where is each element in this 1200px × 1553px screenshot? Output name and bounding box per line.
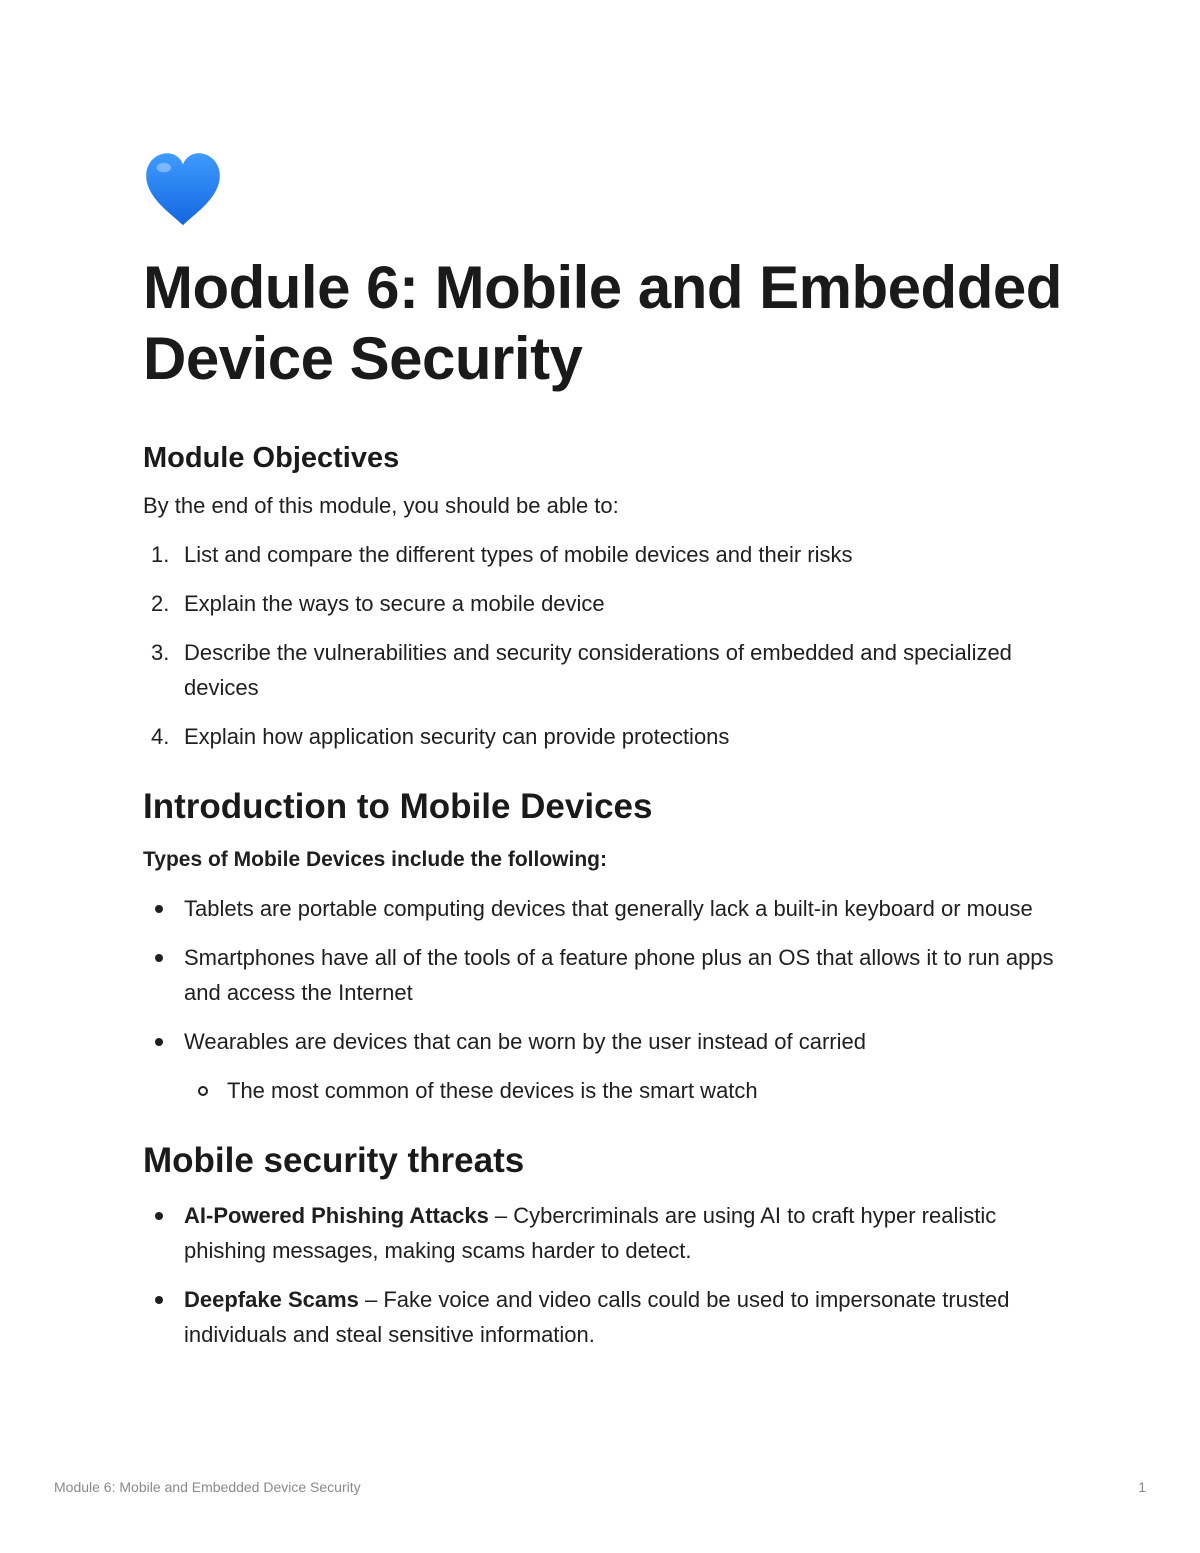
list-item-text: Smartphones have all of the tools of a feature phone plus an OS that allows it to run apps and access the Internet — [184, 945, 1054, 1005]
list-number: 1. — [151, 542, 170, 567]
blue-heart-icon — [143, 150, 223, 230]
bullet-icon — [155, 1038, 163, 1046]
bullet-icon — [155, 905, 163, 913]
threat-description: – Cybercriminals are using AI to craft hyper realistic phishing messages, making scams harder to detect. — [184, 1203, 997, 1263]
page-number: 1 — [1138, 1479, 1146, 1495]
list-item-text: Wearables are devices that can be worn by the user instead of carried — [184, 1029, 866, 1054]
list-item — [143, 1198, 1063, 1268]
list-item — [143, 1024, 1063, 1059]
list-item-text: Describe the vulnerabilities and security considerations of embedded and specialized devices — [184, 640, 1012, 700]
threat-term: AI-Powered Phishing Attacks — [184, 1203, 489, 1228]
list-item-text: Explain the ways to secure a mobile device — [184, 591, 605, 616]
hollow-bullet-icon — [198, 1086, 208, 1096]
footer-title: Module 6: Mobile and Embedded Device Security — [54, 1479, 361, 1495]
list-item — [143, 940, 1063, 1010]
page-title: Module 6: Mobile and Embedded Device Security — [143, 254, 1062, 392]
intro-section-heading: Introduction to Mobile Devices — [143, 787, 653, 826]
list-item — [143, 1282, 1063, 1352]
bullet-icon — [155, 1212, 163, 1220]
list-number: 4. — [151, 724, 170, 749]
device-types-list — [143, 891, 1063, 1059]
list-number: 3. — [151, 640, 170, 665]
page-content — [143, 150, 1063, 1352]
threat-term: Deepfake Scams — [184, 1287, 359, 1312]
device-types-subheading: Types of Mobile Devices include the following: — [143, 848, 607, 871]
threats-list — [143, 1198, 1063, 1352]
list-item — [143, 891, 1063, 926]
list-item-text: List and compare the different types of mobile devices and their risks — [184, 542, 853, 567]
wearables-sublist — [143, 1073, 1063, 1108]
objectives-intro: By the end of this module, you should be able to: — [143, 493, 619, 518]
list-item-text: Explain how application security can provide protections — [184, 724, 730, 749]
list-item — [143, 537, 1063, 572]
list-item — [143, 586, 1063, 621]
objectives-list — [143, 537, 1063, 754]
bullet-icon — [155, 1296, 163, 1304]
threats-heading: Mobile security threats — [143, 1141, 525, 1180]
bullet-icon — [155, 954, 163, 962]
list-item-text: The most common of these devices is the smart watch — [227, 1078, 758, 1103]
list-number: 2. — [151, 591, 170, 616]
list-item — [186, 1073, 1063, 1108]
list-item-text: Tablets are portable computing devices that generally lack a built-in keyboard or mouse — [184, 896, 1033, 921]
threat-description: – Fake voice and video calls could be used to impersonate trusted individuals and steal sensitive information. — [184, 1287, 1010, 1347]
list-item — [143, 719, 1063, 754]
objectives-heading: Module Objectives — [143, 442, 400, 474]
list-item — [143, 635, 1063, 705]
